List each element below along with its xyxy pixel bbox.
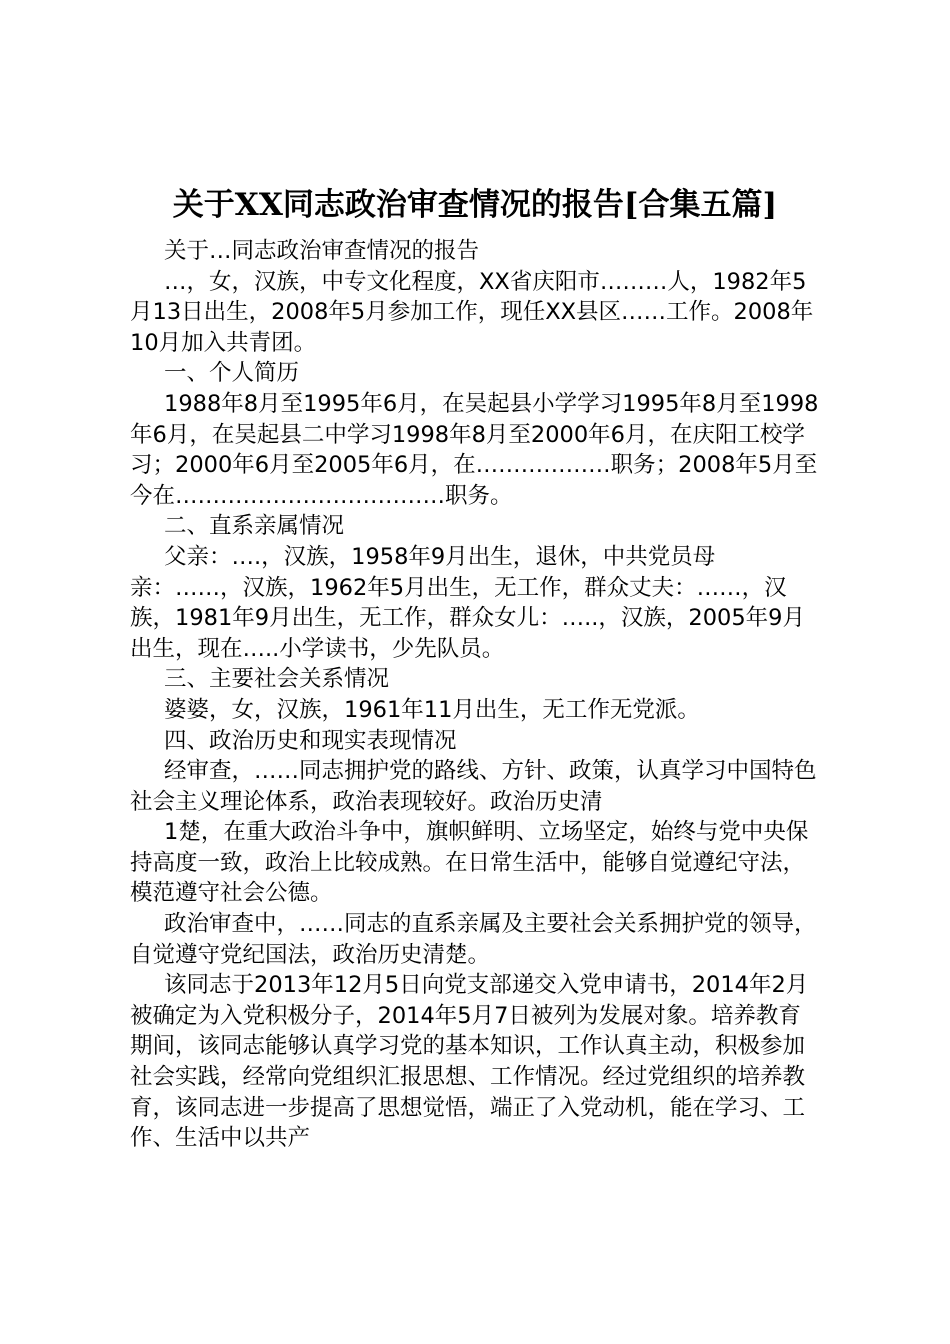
subtitle-paragraph: 关于…同志政治审查情况的报告 [164,238,480,264]
relatives-paragraph: 父亲：….，汉族，1958年9月出生，退休，中共党员母亲：……，汉族，1962年5月出生，无工作，群众丈夫：……，汉族，1981年9月出生，无工作，群众女儿：…..，汉族，2005年9月出生，现在…..小学读书，少先队员。 [130,543,805,662]
section-heading-social: 三、主要社会关系情况 [164,666,390,693]
section-heading-resume: 一、个人简历 [164,360,300,387]
resume-paragraph: 1988年8月至1995年6月，在吴起县小学学习1995年8月至1998年6月，在吴起县二中学习1998年8月至2000年6月，在庆阳工校学习；2000年6月至2005年6月，在………………职务；2008年5月至今在………………………………职务。 [130,390,819,509]
political-paragraph-3: 政治审查中，……同志的直系亲属及主要社会关系拥护党的领导，自觉遵守党纪国法，政治历史清楚。 [130,911,817,968]
document-body [130,236,820,1154]
section-heading-relatives: 二、直系亲属情况 [164,513,345,540]
development-paragraph: 该同志于2013年12月5日向党支部递交入党申请书，2014年2月被确定为入党积极分子，2014年5月7日被列为发展对象。培养教育期间，该同志能够认真学习党的基本知识，工作认真主动，积极参加社会实践，经常向党组织汇报思想、工作情况。经过党组织的培养教育，该同志进一步提高了思想觉悟，端正了入党动机，能在学习、工作、生活中以共产 [130,972,809,1152]
section-heading-political: 四、政治历史和现实表现情况 [164,727,457,754]
document-title: 关于XX同志政治审查情况的报告[合集五篇] [172,187,778,223]
social-paragraph: 婆婆，女，汉族，1961年11月出生，无工作无党派。 [164,696,700,723]
profile-paragraph: …，女，汉族，中专文化程度，XX省庆阳市………人，1982年5月13日出生，2008年5月参加工作，现任XX县区……工作。2008年10月加入共青团。 [130,268,814,356]
political-paragraph-2: 1楚，在重大政治斗争中，旗帜鲜明、立场坚定，始终与党中央保持高度一致，政治上比较成熟。在日常生活中，能够自觉遵纪守法，模范遵守社会公德。 [130,819,809,907]
political-paragraph-1: 经审查，……同志拥护党的路线、方针、政策，认真学习中国特色社会主义理论体系，政治表现较好。政治历史清 [130,758,817,815]
